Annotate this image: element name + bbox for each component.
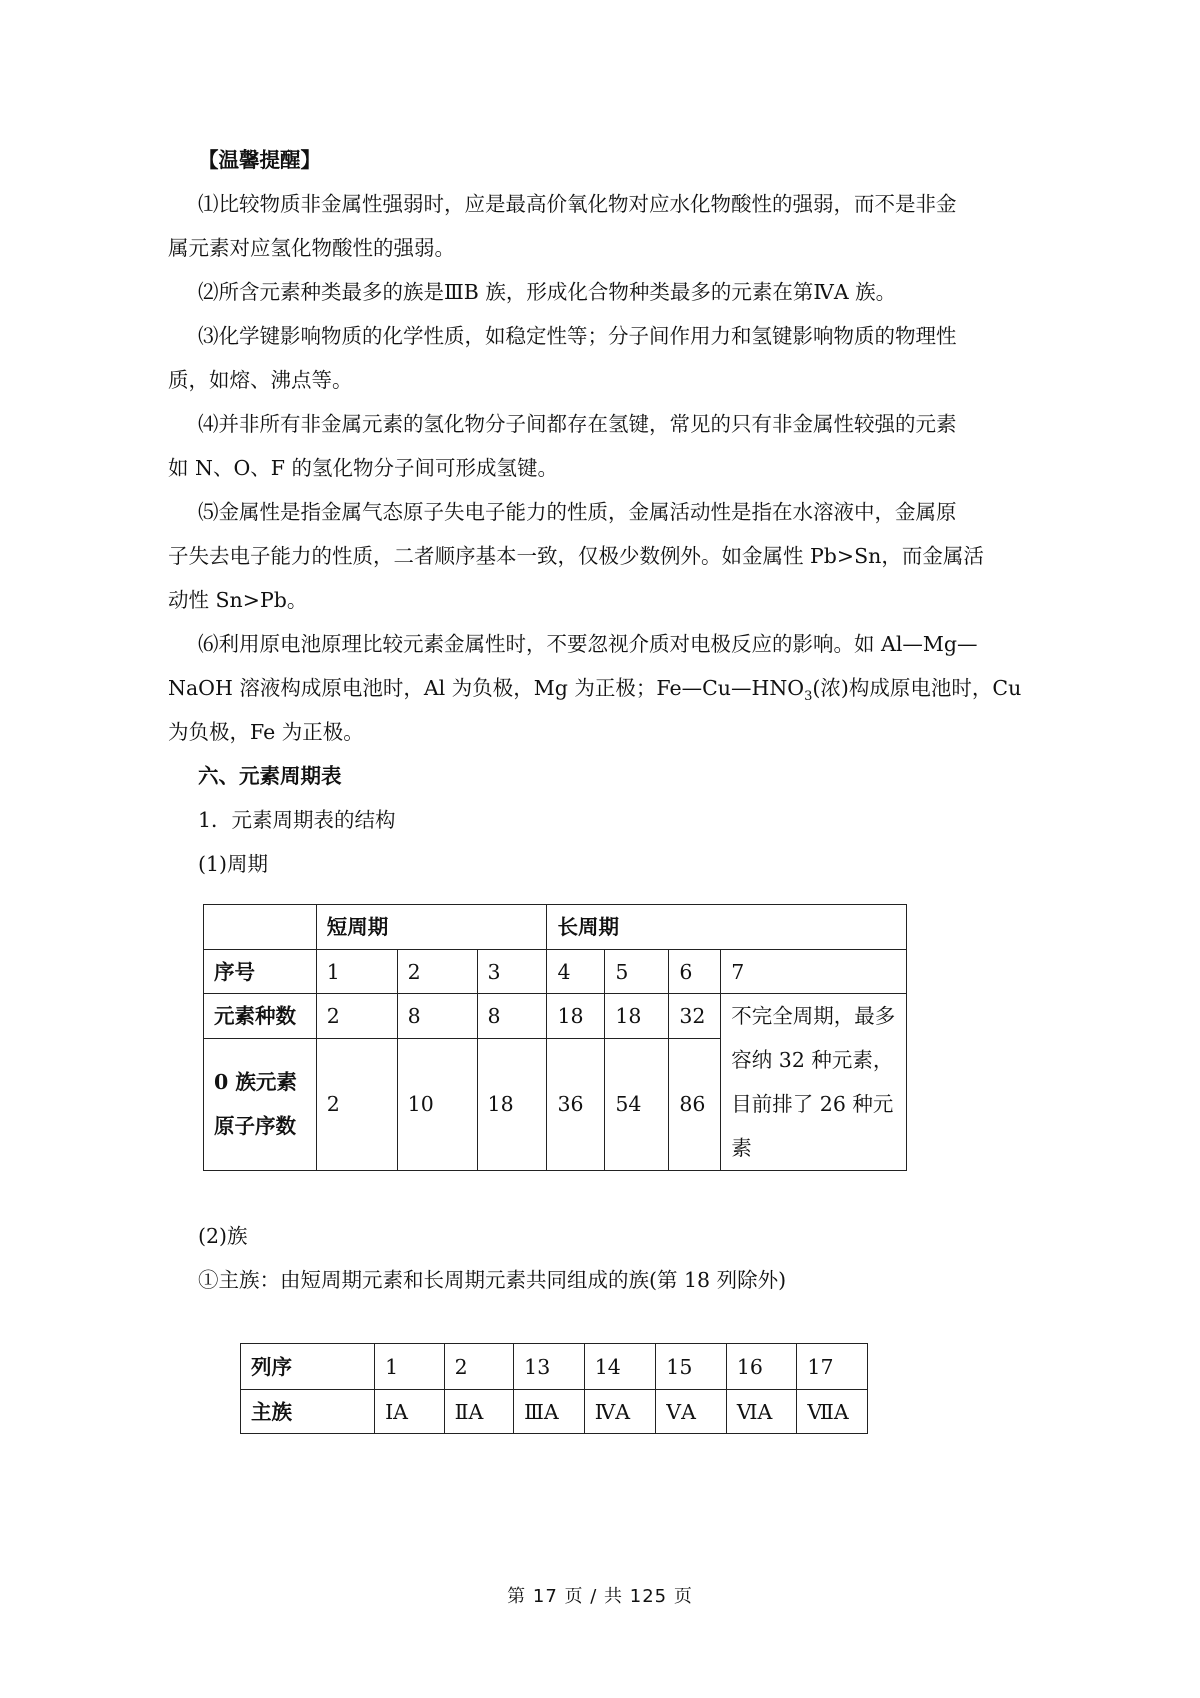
noble-atomic-number: 10 <box>397 1038 477 1171</box>
subscript-3: 3 <box>804 689 813 705</box>
row-label-column-order: 列序 <box>241 1344 375 1390</box>
tip-2: ⑵所含元素种类最多的族是ⅢB 族，形成化合物种类最多的元素在第ⅣA 族。 <box>198 280 897 304</box>
tip-6-line-2 <box>168 674 1021 711</box>
period-table <box>203 904 907 1171</box>
period-number: 3 <box>477 950 547 994</box>
main-group-name: ⅠA <box>375 1390 445 1434</box>
long-period-header: 长周期 <box>547 905 907 950</box>
row-label-line: 原子序数 <box>214 1114 296 1139</box>
column-number: 16 <box>726 1344 797 1390</box>
noble-atomic-number: 18 <box>477 1038 547 1171</box>
period-number: 6 <box>669 950 721 994</box>
period-7-line: 目前排了 26 种元 <box>731 1092 894 1116</box>
main-group-name: ⅤA <box>656 1390 727 1434</box>
tip-3-line-1: ⑶化学键影响物质的化学性质，如稳定性等；分子间作用力和氢键影响物质的物理性 <box>198 324 957 348</box>
period-7-description <box>721 994 907 1171</box>
tip-title: 【温馨提醒】 <box>198 148 321 172</box>
element-count: 8 <box>397 994 477 1039</box>
element-count: 18 <box>605 994 669 1039</box>
column-number: 17 <box>797 1344 868 1390</box>
period-number: 7 <box>721 950 907 994</box>
tip-6-line-1: ⑹利用原电池原理比较元素金属性时，不要忽视介质对电极反应的影响。如 Al—Mg— <box>198 632 978 656</box>
row-label-line: 0 族元素 <box>214 1070 297 1095</box>
row-label-element-count: 元素种数 <box>204 994 317 1039</box>
period-number: 4 <box>547 950 605 994</box>
element-count: 8 <box>477 994 547 1039</box>
period-heading: (1)周期 <box>198 852 269 876</box>
main-group-description: ①主族：由短周期元素和长周期元素共同组成的族(第 18 列除外) <box>198 1268 787 1292</box>
period-number: 2 <box>397 950 477 994</box>
tip-3-line-2: 质，如熔、沸点等。 <box>168 368 353 392</box>
element-count: 2 <box>316 994 397 1039</box>
element-count: 32 <box>669 994 721 1039</box>
tip-1-line-1: ⑴比较物质非金属性强弱时，应是最高价氧化物对应水化物酸性的强弱，而不是非金 <box>198 192 957 216</box>
main-group-name: ⅦA <box>797 1390 868 1434</box>
period-number: 5 <box>605 950 669 994</box>
noble-atomic-number: 36 <box>547 1038 605 1171</box>
main-group-name: ⅢA <box>514 1390 585 1434</box>
tip-6-text-post: (浓)构成原电池时，Cu <box>812 676 1022 700</box>
group-heading: (2)族 <box>198 1224 248 1248</box>
column-number: 2 <box>444 1344 514 1390</box>
group-table <box>240 1343 868 1434</box>
tip-1-line-2: 属元素对应氢化物酸性的强弱。 <box>168 236 455 260</box>
noble-atomic-number: 2 <box>316 1038 397 1171</box>
column-number: 13 <box>514 1344 585 1390</box>
tip-4-line-2: 如 N、O、F 的氢化物分子间可形成氢键。 <box>168 456 558 480</box>
main-group-name: ⅥA <box>726 1390 797 1434</box>
period-7-line: 容纳 32 种元素， <box>731 1048 894 1072</box>
tip-5-line-2: 子失去电子能力的性质，二者顺序基本一致，仅极少数例外。如金属性 Pb>Sn，而金属活 <box>168 544 984 568</box>
period-number: 1 <box>316 950 397 994</box>
row-label-noble-gas <box>204 1038 317 1171</box>
column-number: 15 <box>656 1344 727 1390</box>
period-7-line: 素 <box>731 1136 752 1160</box>
tip-4-line-1: ⑷并非所有非金属元素的氢化物分子间都存在氢键，常见的只有非金属性较强的元素 <box>198 412 957 436</box>
main-group-name: ⅣA <box>584 1390 656 1434</box>
column-number: 1 <box>375 1344 445 1390</box>
tip-5-line-3: 动性 Sn>Pb。 <box>168 588 308 612</box>
tip-6-text-pre: NaOH 溶液构成原电池时，Al 为负极，Mg 为正极；Fe—Cu—HNO <box>168 676 805 700</box>
tip-5-line-1: ⑸金属性是指金属气态原子失电子能力的性质，金属活动性是指在水溶液中，金属原 <box>198 500 957 524</box>
short-period-header: 短周期 <box>316 905 547 950</box>
subsection-title: 1．元素周期表的结构 <box>198 808 396 832</box>
row-label-number: 序号 <box>204 950 317 994</box>
page-footer: 第 17 页 / 共 125 页 <box>507 1586 693 1607</box>
main-group-name: ⅡA <box>444 1390 514 1434</box>
row-label-main-group: 主族 <box>241 1390 375 1434</box>
tip-6-line-3: 为负极，Fe 为正极。 <box>168 720 364 744</box>
element-count: 18 <box>547 994 605 1039</box>
section-title: 六、元素周期表 <box>198 764 342 788</box>
column-number: 14 <box>584 1344 656 1390</box>
noble-atomic-number: 54 <box>605 1038 669 1171</box>
noble-atomic-number: 86 <box>669 1038 721 1171</box>
period-7-line: 不完全周期，最多 <box>731 1004 896 1028</box>
header-empty-cell <box>204 905 317 950</box>
